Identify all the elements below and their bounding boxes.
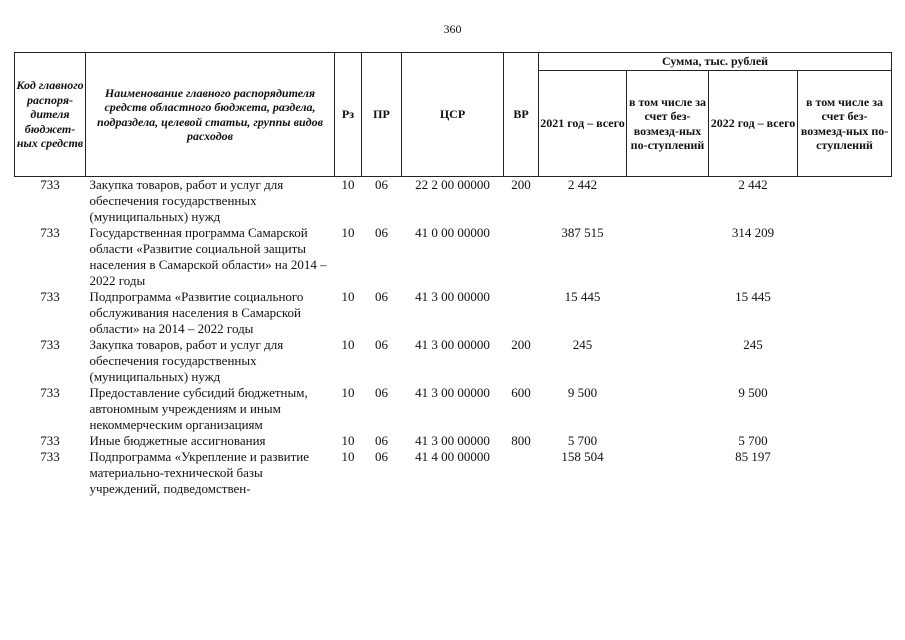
header-pr: ПР	[362, 53, 402, 177]
budget-table	[14, 52, 892, 497]
cell-2021-total: 158 504	[561, 449, 604, 464]
cell-2021-incl	[627, 225, 709, 289]
cell-vr	[504, 449, 539, 497]
cell-2021-incl	[627, 177, 709, 226]
cell-pr: 06	[375, 289, 388, 304]
cell-pr: 06	[375, 385, 388, 400]
cell-2021-total: 387 515	[561, 225, 604, 240]
cell-pr: 06	[375, 177, 388, 192]
cell-2022-total: 2 442	[738, 177, 768, 192]
cell-code: 733	[40, 177, 60, 192]
cell-2021-total: 9 500	[567, 385, 598, 400]
cell-csr: 41 4 00 00000	[415, 449, 490, 464]
cell-name: Иные бюджетные ассигнования	[89, 433, 266, 448]
header-code: Код главного распоря-дителя бюджет-ных средств	[15, 53, 86, 177]
cell-2022-total: 5 700	[738, 433, 768, 448]
cell-name: Подпрограмма «Укрепление и развитие материально-технической базы учреждений, подведомствен-	[89, 449, 309, 496]
cell-code: 733	[40, 449, 60, 464]
header-rz: Рз	[335, 53, 362, 177]
cell-pr: 06	[375, 449, 388, 464]
cell-vr: 200	[511, 177, 531, 192]
cell-2022-incl	[798, 433, 892, 449]
table-row	[15, 337, 892, 385]
table-row	[15, 449, 892, 497]
cell-2021-total: 15 445	[564, 289, 601, 304]
table-row	[15, 433, 892, 449]
cell-vr	[504, 225, 539, 289]
cell-2022-total: 314 209	[731, 225, 775, 240]
table-body	[15, 177, 892, 498]
table-row	[15, 225, 892, 289]
cell-2022-incl	[798, 449, 892, 497]
header-2021-total: 2021 год – всего	[539, 71, 627, 177]
cell-2022-incl	[798, 225, 892, 289]
header-2022-total: 2022 год – всего	[709, 71, 798, 177]
cell-name: Государственная программа Самарской области «Развитие социальной защиты населения в Самарской области» на 2014 – 2022 годы	[89, 225, 327, 288]
cell-2022-incl	[798, 289, 892, 337]
cell-2021-total: 5 700	[567, 433, 598, 448]
cell-rz: 10	[341, 433, 355, 448]
header-2022-incl: в том числе за счет без-возмезд-ных по-ступлений	[798, 71, 892, 177]
cell-code: 733	[40, 385, 60, 400]
cell-pr: 06	[375, 225, 388, 240]
cell-rz: 10	[341, 449, 355, 464]
cell-2022-total: 9 500	[738, 385, 768, 400]
header-vr: ВР	[504, 53, 539, 177]
cell-csr: 41 3 00 00000	[415, 433, 490, 448]
cell-2022-total: 85 197	[735, 449, 771, 464]
cell-csr: 41 3 00 00000	[415, 337, 490, 352]
cell-2021-incl	[627, 337, 709, 385]
cell-csr: 41 3 00 00000	[415, 385, 490, 400]
cell-2021-incl	[627, 385, 709, 433]
cell-code: 733	[40, 225, 60, 240]
cell-vr: 200	[511, 337, 531, 352]
table-row	[15, 289, 892, 337]
cell-2022-total: 15 445	[735, 289, 771, 304]
cell-2021-total: 2 442	[567, 177, 598, 192]
cell-name: Подпрограмма «Развитие социального обслуживания населения в Самарской области» на 2014 – 2022 годы	[89, 289, 304, 336]
cell-pr: 06	[375, 337, 388, 352]
header-sum: Сумма, тыс. рублей	[539, 53, 892, 71]
cell-rz: 10	[341, 289, 355, 304]
cell-pr: 06	[375, 433, 388, 448]
cell-2022-incl	[798, 385, 892, 433]
cell-csr: 41 3 00 00000	[415, 289, 490, 304]
cell-csr: 41 0 00 00000	[415, 225, 490, 240]
cell-rz: 10	[341, 385, 355, 400]
cell-code: 733	[40, 289, 60, 304]
cell-vr	[504, 289, 539, 337]
cell-2022-incl	[798, 337, 892, 385]
cell-2022-total: 245	[743, 337, 763, 352]
cell-2021-incl	[627, 449, 709, 497]
cell-csr: 22 2 00 00000	[415, 177, 490, 192]
cell-code: 733	[40, 337, 60, 352]
cell-name: Предоставление субсидий бюджетным, автономным учреждениям и иным некоммерческим организациям	[89, 385, 308, 432]
cell-vr: 600	[511, 385, 531, 400]
page-number: 360	[443, 22, 462, 36]
cell-2022-incl	[798, 177, 892, 226]
cell-code: 733	[40, 433, 60, 448]
header-2021-incl: в том числе за счет без-возмезд-ных по-ступлений	[627, 71, 709, 177]
cell-name: Закупка товаров, работ и услуг для обеспечения государственных (муниципальных) нужд	[89, 177, 284, 224]
table-row	[15, 177, 892, 226]
cell-vr: 800	[511, 433, 531, 448]
table-row	[15, 385, 892, 433]
cell-name: Закупка товаров, работ и услуг для обеспечения государственных (муниципальных) нужд	[89, 337, 284, 384]
cell-rz: 10	[341, 225, 355, 240]
cell-2021-total: 245	[572, 337, 593, 352]
table-header	[15, 53, 892, 177]
cell-2021-incl	[627, 433, 709, 449]
header-csr: ЦСР	[402, 53, 504, 177]
header-name: Наименование главного распорядителя средств областного бюджета, раздела, подраздела, целевой статьи, группы видов расходов	[86, 53, 335, 177]
cell-rz: 10	[341, 337, 355, 352]
cell-rz: 10	[341, 177, 355, 192]
cell-2021-incl	[627, 289, 709, 337]
